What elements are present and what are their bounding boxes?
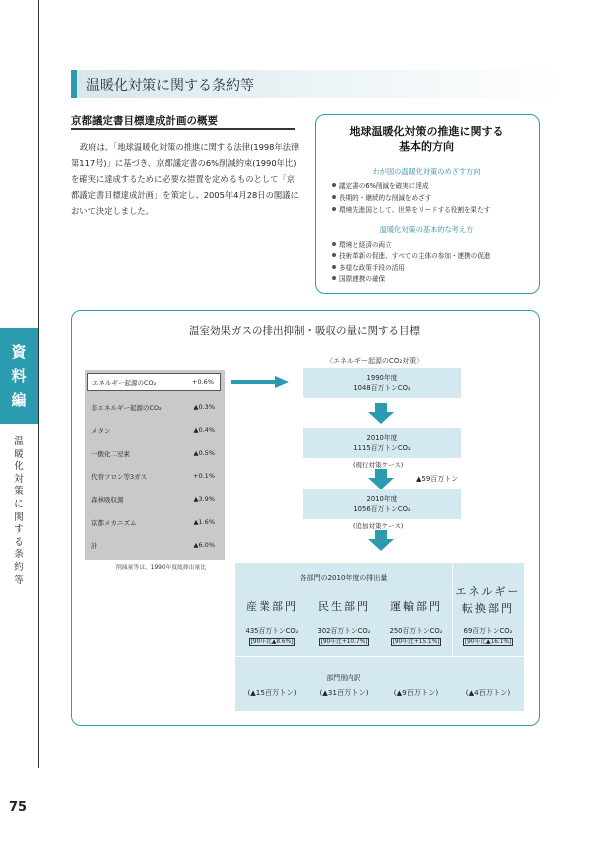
side-tab-char: 料: [11, 367, 27, 385]
page-number: 75: [9, 800, 28, 815]
bullet-icon: [332, 253, 336, 257]
bullet-icon: [332, 242, 336, 246]
side-label-char: 等: [14, 574, 24, 586]
table-row: エネルギー起源のCO₂ +0.6%: [87, 373, 221, 391]
sector-ratio: [90年比+15.1%]: [392, 639, 440, 645]
case-label-additional: (追加対策ケース): [353, 522, 404, 530]
reduction-table: [85, 370, 225, 560]
arrow-down-icon: [366, 403, 396, 425]
bullet-icon: [332, 207, 336, 211]
policy-principle-item: 環境と経済の両立: [332, 239, 392, 249]
policy-title-line2: 基本的方向: [399, 140, 454, 153]
targets-title: 温室効果ガスの排出抑制・吸収の量に関する目標: [189, 325, 420, 337]
sector-name: 民生部門: [318, 600, 370, 613]
margin-rule: [38, 0, 39, 768]
table-row: 森林吸収源 ▲3.9%: [91, 495, 215, 504]
section-title: 温暖化対策に関する条約等: [86, 78, 254, 94]
sector-breakdown: (▲4百万トン): [465, 688, 511, 697]
sector-ratio: [90年比+10.7%]: [320, 639, 368, 645]
side-label-char: 約: [14, 561, 24, 573]
case-label-current: (現行対策ケース): [353, 461, 404, 469]
side-tab-char: 資: [11, 343, 27, 361]
side-label-char: 温: [14, 436, 24, 447]
policy-goal-item: 議定書の6%削減を確実に達成: [332, 180, 429, 190]
side-tab-char: 編: [11, 391, 27, 409]
policy-principle-item: 技術革新の促進、すべての主体の参加・連携の促進: [332, 250, 491, 260]
section-header-bar: [71, 70, 77, 98]
side-label-char: 条: [14, 549, 24, 561]
side-label-char: る: [14, 536, 24, 548]
arrow-right-icon: [231, 376, 291, 388]
side-label-char: す: [14, 524, 24, 536]
policy-title-line1: 地球温暖化対策の推進に関する: [349, 125, 504, 138]
policy-goal-heading: わが国の温暖化対策のめざす方向: [372, 167, 481, 176]
side-tab: [0, 328, 38, 424]
side-label-char: 関: [14, 511, 24, 523]
summary-underline: [71, 128, 295, 130]
side-label-char: に: [14, 498, 24, 510]
breakdown-heading: 部門別内訳: [326, 674, 361, 682]
sector-amount: 302百万トンCO₂: [317, 627, 371, 635]
sector-name: 転換部門: [462, 602, 514, 615]
energy-heading: 〈エネルギー起源のCO₂対策〉: [326, 357, 424, 365]
sector-name: 運輸部門: [390, 600, 442, 613]
sector-amount: 435百万トンCO₂: [245, 627, 299, 635]
table-row: 計 ▲6.0%: [91, 541, 215, 550]
bullet-icon: [332, 276, 336, 280]
side-label-char: 対: [14, 473, 24, 485]
arrow-down-icon: [366, 469, 396, 491]
table-note: 削減量等は、1990年度総排出量比: [116, 565, 207, 571]
side-label-char: 暖: [14, 448, 24, 460]
policy-principle-item: 国際連携の確保: [332, 273, 385, 283]
reduction-label: ▲59百万トン: [416, 475, 459, 483]
summary-heading: 京都議定書目標達成計画の概要: [71, 115, 218, 127]
bullet-icon: [332, 195, 336, 199]
flow-box-1990: 1990年度 1048百万トンCO₂: [303, 368, 461, 398]
table-row: 非エネルギー起源のCO₂ ▲0.3%: [91, 403, 215, 412]
flow-box-2010-current: 2010年度 1115百万トンCO₂: [303, 428, 461, 458]
sector-breakdown: (▲31百万トン): [319, 688, 369, 697]
table-row: 代替フロン等3ガス +0.1%: [91, 472, 215, 481]
sector-name: エネルギー: [455, 585, 521, 598]
table-row: 一酸化二窒素 ▲0.5%: [91, 449, 215, 458]
side-section-label: [12, 436, 26, 587]
side-label-char: 化: [14, 461, 24, 473]
table-row: メタン ▲0.4%: [91, 426, 215, 435]
bullet-icon: [332, 183, 336, 187]
policy-goal-item: 環境先進国として、世界をリードする役割を果たす: [332, 204, 490, 214]
bullet-icon: [332, 265, 336, 269]
policy-title: [315, 124, 538, 154]
sector-heading: 各部門の2010年度の排出量: [299, 574, 388, 582]
summary-body: 政府は、「地球温暖化対策の推進に関する法律(1998年法律第117号)」に基づき、京都議定書の6%削減約束(1990年比)を確実に達成するために必要な措置を定めるものとして「京都議定書目標達成計画」を策定し、2005年4月28日の閣議において決定しました。: [71, 142, 300, 216]
sector-divider: [235, 656, 524, 657]
flow-box-2010-additional: 2010年度 1056百万トンCO₂: [303, 489, 461, 519]
policy-principle-item: 多様な政策手段の活用: [332, 262, 405, 272]
sector-amount: 250百万トンCO₂: [389, 627, 443, 635]
sector-name: 産業部門: [246, 600, 298, 613]
side-label-char: 策: [14, 486, 24, 498]
table-row: 京都メカニズム ▲1.6%: [91, 518, 215, 527]
policy-goal-item: 長期的・継続的な削減をめざす: [332, 192, 431, 202]
sector-breakdown: (▲9百万トン): [393, 688, 439, 697]
policy-principles-heading: 温暖化対策の基本的な考え方: [379, 225, 474, 234]
arrow-down-icon: [366, 530, 396, 552]
sector-breakdown: (▲15百万トン): [247, 688, 297, 697]
sector-ratio: [90年比▲16.1%]: [464, 639, 512, 645]
sector-amount: 69百万トンCO₂: [463, 627, 513, 635]
sector-ratio: [90年比▲8.6%]: [250, 639, 294, 645]
